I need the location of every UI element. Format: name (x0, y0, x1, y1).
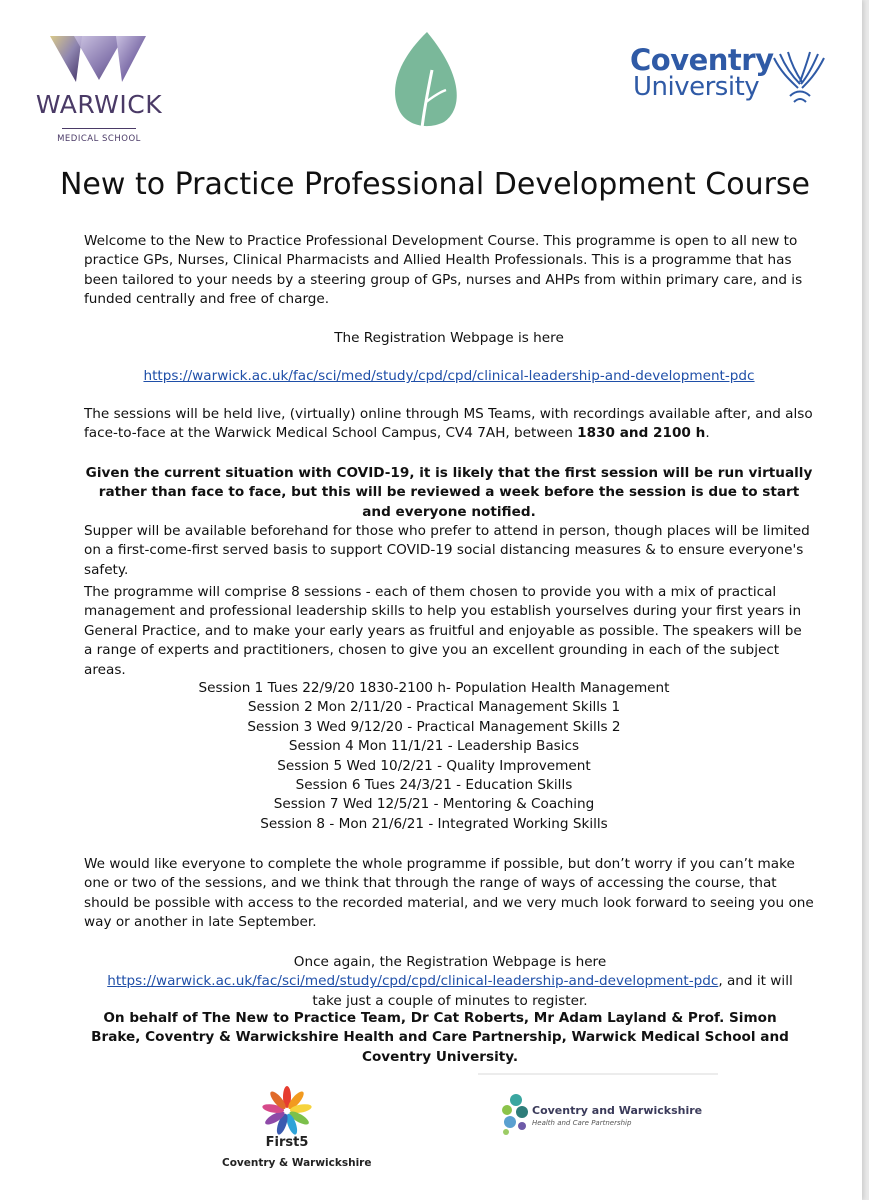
cw-partnership-title: Coventry and Warwickshire (532, 1104, 703, 1117)
hands-icon (222, 1085, 352, 1135)
sessions-info-end: . (705, 425, 710, 442)
warwick-subtitle: MEDICAL SCHOOL (57, 134, 141, 144)
sessions-info-paragraph (84, 405, 814, 444)
coventry-wordmark-line1: Coventry (630, 43, 774, 77)
once-again-text-end: , and it will take just a couple of minutes to register. (312, 973, 793, 1009)
once-again-text: Once again, the Registration Webpage is here (293, 954, 607, 970)
session-item: Session 2 Mon 2/11/20 - Practical Management Skills 1 (247, 699, 621, 716)
welcome-paragraph: Welcome to the New to Practice Professional Development Course. This programme is open to all new to practice GPs, Nurses, Clinical Pharmacists and Allied Health Professionals. This is a programme that has been tailored to your needs by a steering group of GPs, nurses and AHPs from within primary care, and is funded centrally and free of charge. (84, 233, 803, 308)
coventry-university-logo (630, 44, 830, 104)
programme-paragraph: The programme will comprise 8 sessions - each of them chosen to provide you with a mix of practical management and professional leadership skills to help you establish yourselves during your first years in General Practice, and to make your early years as fruitful and enjoyable as possible. The speakers will be a range of experts and practitioners, chosen to give you an excellent grounding in each of the subject areas. (84, 584, 802, 678)
registration-intro: The Registration Webpage is here (334, 330, 564, 346)
cw-partnership-subtitle: Health and Care Partnership (532, 1119, 632, 1127)
session-item: Session 5 Wed 10/2/21 - Quality Improvement (277, 757, 591, 774)
coventry-wordmark-line2: University (633, 72, 760, 102)
session-item: Session 1 Tues 22/9/20 1830-2100 h- Population Health Management (198, 680, 670, 696)
first5-logo (222, 1085, 382, 1185)
session-list (84, 679, 784, 834)
registration-link[interactable]: https://warwick.ac.uk/fac/sci/med/study/cpd/cpd/clinical-leadership-and-development-pdc (143, 368, 755, 384)
session-item: Session 4 Mon 11/1/21 - Leadership Basics (288, 738, 580, 755)
cw-partnership-logo (498, 1092, 718, 1142)
first5-title: First5 (265, 1135, 309, 1150)
sessions-info-text: The sessions will be held live, (virtually) online through MS Teams, with recordings available after, and also face-to-face at the Warwick Medical School Campus, CV4 7AH, between (84, 406, 813, 442)
phoenix-icon (768, 48, 830, 104)
leaf-logo (388, 30, 466, 130)
covid-notice: Given the current situation with COVID-19, it is likely that the first session will be run virtually rather than face to face, but this will be reviewed a week before the session is due to start and everyone notified. (85, 465, 813, 520)
warwick-w-icon (26, 34, 172, 94)
signoff-paragraph: On behalf of The New to Practice Team, Dr Cat Roberts, Mr Adam Layland & Prof. Simon Brake, Coventry & Warwickshire Health and Care Partnership, Warwick Medical School and Coventry University. (91, 1010, 789, 1065)
session-item: Session 6 Tues 24/3/21 - Education Skills (295, 777, 573, 794)
once-again-paragraph (100, 953, 800, 1011)
warwick-divider (62, 128, 136, 129)
closing-paragraph: We would like everyone to complete the whole programme if possible, but don’t worry if you can’t make one or two of the sessions, and we think that through the range of ways of accessing the course, that should be possible with access to the recorded material, and we very much look forward to seeing you one way or another in late September. (84, 856, 814, 931)
warwick-wordmark: WARWICK (35, 90, 163, 119)
session-time: 1830 and 2100 h (577, 425, 706, 442)
registration-link-repeat[interactable]: https://warwick.ac.uk/fac/sci/med/study/cpd/cpd/clinical-leadership-and-development-pdc (107, 973, 719, 990)
warwick-medical-school-logo (26, 34, 172, 146)
supper-paragraph: Supper will be available beforehand for those who prefer to attend in person, though places will be limited on a first-come-first served basis to support COVID-19 social distancing measures & to ensure everyone's safety. (84, 523, 810, 578)
logo-divider (478, 1073, 718, 1075)
session-item: Session 3 Wed 9/12/20 - Practical Management Skills 2 (247, 718, 621, 735)
session-item: Session 8 - Mon 21/6/21 - Integrated Working Skills (260, 815, 608, 832)
leaf-icon (388, 30, 466, 130)
partnership-dots-icon (498, 1092, 532, 1140)
session-item: Session 7 Wed 12/5/21 - Mentoring & Coaching (273, 796, 595, 813)
registration-link-line (84, 367, 814, 386)
first5-subtitle: Coventry & Warwickshire (222, 1157, 372, 1169)
page-title: New to Practice Professional Development Course (59, 167, 811, 202)
